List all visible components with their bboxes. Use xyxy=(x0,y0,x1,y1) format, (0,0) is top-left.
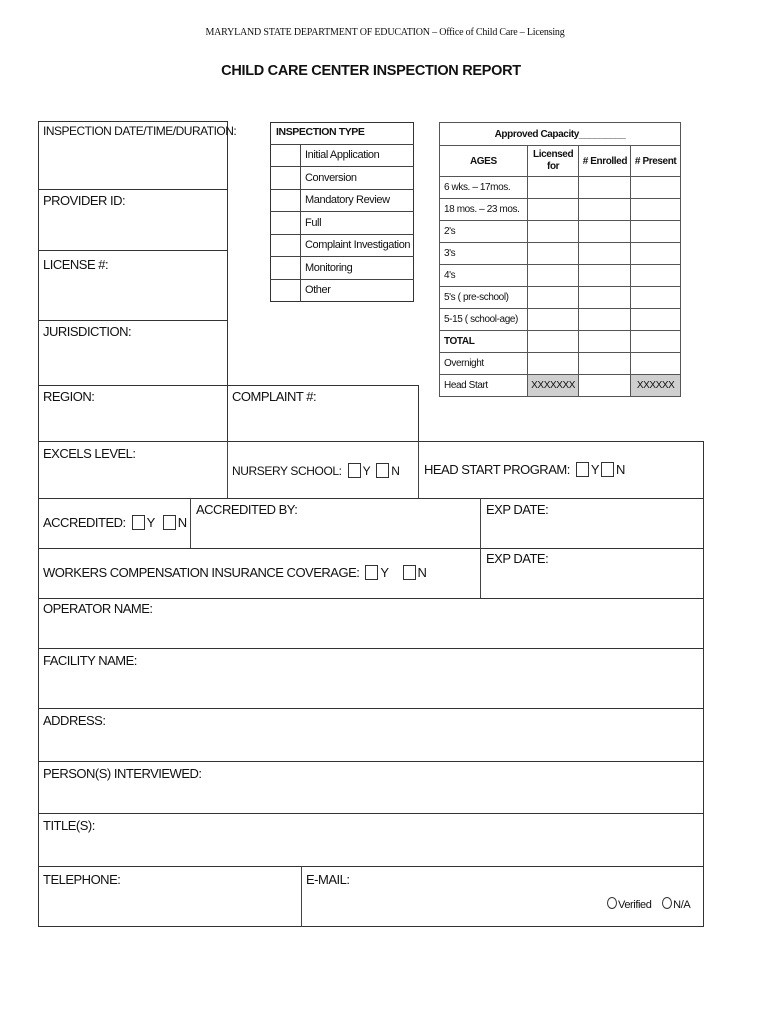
na-label: N/A xyxy=(673,899,691,911)
capacity-cell[interactable] xyxy=(527,353,579,375)
email-label: E-MAIL: xyxy=(306,872,350,887)
age-row-label: TOTAL xyxy=(440,331,528,353)
workers-comp-field xyxy=(43,565,426,580)
address-label: ADDRESS: xyxy=(43,713,106,728)
na-radio[interactable] xyxy=(662,897,672,909)
accredited-by-label: ACCREDITED BY: xyxy=(196,502,298,517)
head-start-yes-checkbox[interactable] xyxy=(576,462,589,477)
head-start-no-checkbox[interactable] xyxy=(601,462,614,477)
page-title: CHILD CARE CENTER INSPECTION REPORT xyxy=(221,63,521,79)
inspection-type-option[interactable]: Full xyxy=(305,217,322,229)
inspection-type-option[interactable]: Other xyxy=(305,284,331,296)
age-row-label: 4's xyxy=(440,265,528,287)
complaint-label: COMPLAINT #: xyxy=(232,389,317,404)
inspection-date-label: INSPECTION DATE/TIME/DURATION: xyxy=(43,124,237,138)
titles-label: TITLE(S): xyxy=(43,818,95,833)
nursery-yes-label: Y xyxy=(362,464,371,478)
head-start-label: HEAD START PROGRAM: xyxy=(424,462,570,477)
inspection-type-option[interactable]: Monitoring xyxy=(305,262,353,274)
age-row-label: 5-15 ( school-age) xyxy=(440,309,528,331)
region-label: REGION: xyxy=(43,389,95,404)
capacity-cell[interactable] xyxy=(579,221,631,243)
age-row-label: Overnight xyxy=(440,353,528,375)
capacity-cell[interactable] xyxy=(579,265,631,287)
capacity-cell[interactable] xyxy=(579,199,631,221)
workers-comp-yes-label: Y xyxy=(380,565,389,580)
capacity-cell[interactable] xyxy=(527,243,579,265)
workers-comp-exp-label: EXP DATE: xyxy=(486,551,549,566)
verified-radio[interactable] xyxy=(607,897,617,909)
capacity-cell[interactable] xyxy=(631,287,681,309)
capacity-cell[interactable] xyxy=(631,243,681,265)
license-label: LICENSE #: xyxy=(43,257,109,272)
inspection-type-option[interactable]: Complaint Investigation xyxy=(305,239,411,251)
nursery-school-label: NURSERY SCHOOL: xyxy=(232,464,342,478)
age-row-label: 6 wks. – 17mos. xyxy=(440,177,528,199)
capacity-cell[interactable] xyxy=(631,199,681,221)
accredited-exp-label: EXP DATE: xyxy=(486,502,549,517)
inspection-type-option[interactable]: Conversion xyxy=(305,172,357,184)
workers-comp-yes-checkbox[interactable] xyxy=(365,565,378,580)
verified-label: Verified xyxy=(618,899,652,911)
verify-options xyxy=(607,897,690,911)
capacity-cell[interactable] xyxy=(579,287,631,309)
capacity-cell[interactable] xyxy=(527,331,579,353)
inspection-type-option[interactable]: Initial Application xyxy=(305,149,380,161)
head-start-yes-label: Y xyxy=(590,462,599,477)
inspection-type-title: INSPECTION TYPE xyxy=(276,126,365,138)
head-start-no-label: N xyxy=(615,462,625,477)
age-row-label: 2's xyxy=(440,221,528,243)
capacity-cell[interactable] xyxy=(631,177,681,199)
titles-box[interactable] xyxy=(38,813,704,867)
capacity-cell[interactable] xyxy=(527,177,579,199)
persons-interviewed-label: PERSON(S) INTERVIEWED: xyxy=(43,766,202,781)
headstart-licensed-blocked: XXXXXXX xyxy=(527,375,579,397)
capacity-cell[interactable] xyxy=(579,331,631,353)
capacity-title: Approved Capacity_________ xyxy=(440,123,681,146)
jurisdiction-label: JURISDICTION: xyxy=(43,324,132,339)
col-licensed: Licensed for xyxy=(527,146,579,177)
age-row-label: 3's xyxy=(440,243,528,265)
capacity-cell[interactable] xyxy=(631,265,681,287)
excels-level-label: EXCELS LEVEL: xyxy=(43,446,136,461)
capacity-cell[interactable] xyxy=(527,287,579,309)
capacity-cell[interactable] xyxy=(579,375,631,397)
agency-header: MARYLAND STATE DEPARTMENT OF EDUCATION – Office of Child Care – Licensing xyxy=(205,27,565,38)
col-present: # Present xyxy=(631,146,681,177)
col-enrolled: # Enrolled xyxy=(579,146,631,177)
capacity-cell[interactable] xyxy=(579,177,631,199)
capacity-table xyxy=(439,122,681,397)
nursery-yes-checkbox[interactable] xyxy=(348,463,361,478)
capacity-cell[interactable] xyxy=(527,309,579,331)
facility-name-label: FACILITY NAME: xyxy=(43,653,137,668)
telephone-label: TELEPHONE: xyxy=(43,872,121,887)
inspection-type-option[interactable]: Mandatory Review xyxy=(305,194,390,206)
capacity-cell[interactable] xyxy=(631,309,681,331)
accredited-no-label: N xyxy=(177,515,187,530)
capacity-cell[interactable] xyxy=(579,309,631,331)
capacity-cell[interactable] xyxy=(631,331,681,353)
provider-id-label: PROVIDER ID: xyxy=(43,193,126,208)
nursery-no-checkbox[interactable] xyxy=(376,463,389,478)
accredited-no-checkbox[interactable] xyxy=(163,515,176,530)
workers-comp-no-label: N xyxy=(417,565,427,580)
accredited-yes-checkbox[interactable] xyxy=(132,515,145,530)
capacity-cell[interactable] xyxy=(579,243,631,265)
operator-name-label: OPERATOR NAME: xyxy=(43,601,153,616)
age-row-label: 18 mos. – 23 mos. xyxy=(440,199,528,221)
capacity-cell[interactable] xyxy=(631,221,681,243)
telephone-email-row xyxy=(38,866,704,927)
workers-comp-label: WORKERS COMPENSATION INSURANCE COVERAGE: xyxy=(43,565,360,580)
workers-comp-no-checkbox[interactable] xyxy=(403,565,416,580)
capacity-cell[interactable] xyxy=(527,199,579,221)
facility-name-box[interactable] xyxy=(38,648,704,709)
col-ages: AGES xyxy=(440,146,528,177)
age-row-label: 5's ( pre-school) xyxy=(440,287,528,309)
capacity-cell[interactable] xyxy=(631,353,681,375)
age-row-label: Head Start xyxy=(440,375,528,397)
capacity-cell[interactable] xyxy=(579,353,631,375)
accredited-field xyxy=(43,515,187,530)
nursery-no-label: N xyxy=(391,464,400,478)
nursery-school-field xyxy=(232,463,399,478)
address-box[interactable] xyxy=(38,708,704,762)
capacity-cell[interactable] xyxy=(527,221,579,243)
headstart-present-blocked: XXXXXX xyxy=(631,375,681,397)
accredited-yes-label: Y xyxy=(146,515,155,530)
head-start-field xyxy=(424,462,625,477)
accredited-label: ACCREDITED: xyxy=(43,515,126,530)
capacity-cell[interactable] xyxy=(527,265,579,287)
